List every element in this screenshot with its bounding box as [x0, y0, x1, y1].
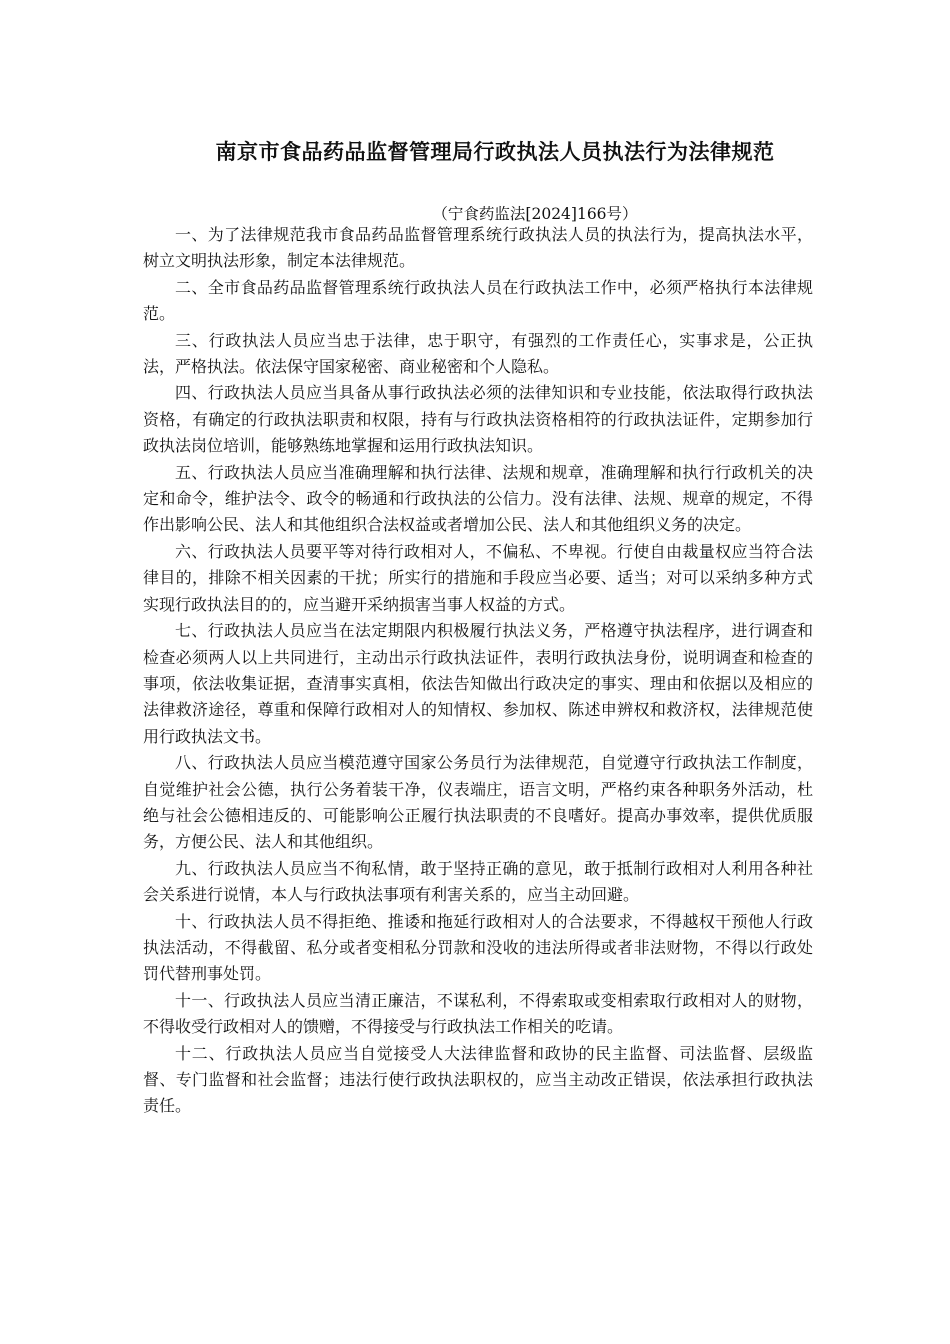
document-title: 南京市食品药品监督管理局行政执法人员执法行为法律规范 [215, 140, 775, 164]
paragraph-10: 十、行政执法人员不得拒绝、推诿和拖延行政相对人的合法要求，不得越权干预他人行政执法活动，不得截留、私分或者变相私分罚款和没收的违法所得或者非法财物，不得以行政处罚代替刑事处罚。 [143, 911, 813, 984]
paragraph-6: 六、行政执法人员要平等对待行政相对人，不偏私、不卑视。行使自由裁量权应当符合法律目的，排除不相关因素的干扰；所实行的措施和手段应当必要、适当；对可以采纳多种方式实现行政执法目的的，应当避开采纳损害当事人权益的方式。 [143, 541, 813, 614]
paragraph-8: 八、行政执法人员应当模范遵守国家公务员行为法律规范，自觉遵守行政执法工作制度，自觉维护社会公德，执行公务着装干净，仪表端庄，语言文明，严格约束各种职务外活动，杜绝与社会公德相违反的、可能影响公正履行执法职责的不良嗜好。提高办事效率，提供优质服务，方便公民、法人和其他组织。 [143, 753, 813, 852]
document-body [143, 222, 813, 1120]
paragraph-5: 五、行政执法人员应当准确理解和执行法律、法规和规章，准确理解和执行行政机关的决定和命令，维护法令、政令的畅通和行政执法的公信力。没有法律、法规、规章的规定，不得作出影响公民、法人和其他组织合法权益或者增加公民、法人和其他组织义务的决定。 [143, 462, 813, 535]
paragraph-9: 九、行政执法人员应当不徇私情，敢于坚持正确的意见，敢于抵制行政相对人利用各种社会关系进行说情，本人与行政执法事项有利害关系的，应当主动回避。 [143, 858, 813, 905]
paragraph-2: 二、全市食品药品监督管理系统行政执法人员在行政执法工作中，必须严格执行本法律规范。 [143, 277, 813, 324]
paragraph-11: 十一、行政执法人员应当清正廉洁，不谋私利，不得索取或变相索取行政相对人的财物，不得收受行政相对人的馈赠，不得接受与行政执法工作相关的吃请。 [143, 990, 813, 1037]
document-number: （宁食药监法[2024]166号） [432, 205, 638, 223]
paragraph-1: 一、为了法律规范我市食品药品监督管理系统行政执法人员的执法行为，提高执法水平，树立文明执法形象，制定本法律规范。 [143, 225, 813, 271]
paragraph-4: 四、行政执法人员应当具备从事行政执法必须的法律知识和专业技能，依法取得行政执法资格，有确定的行政执法职责和权限，持有与行政执法资格相符的行政执法证件，定期参加行政执法岗位培训，能够熟练地掌握和运用行政执法知识。 [143, 383, 813, 456]
paragraph-3: 三、行政执法人员应当忠于法律，忠于职守，有强烈的工作责任心，实事求是，公正执法，严格执法。依法保守国家秘密、商业秘密和个人隐私。 [143, 330, 813, 377]
paragraph-12: 十二、行政执法人员应当自觉接受人大法律监督和政协的民主监督、司法监督、层级监督、专门监督和社会监督；违法行使行政执法职权的，应当主动改正错误，依法承担行政执法责任。 [143, 1043, 813, 1116]
paragraph-7: 七、行政执法人员应当在法定期限内积极履行执法义务，严格遵守执法程序，进行调查和检查必须两人以上共同进行，主动出示行政执法证件，表明行政执法身份，说明调查和检查的事项，依法收集证据，查清事实真相，依法告知做出行政决定的事实、理由和依据以及相应的法律救济途径，尊重和保障行政相对人的知情权、参加权、陈述申辨权和救济权，法律规范使用行政执法文书。 [143, 621, 813, 746]
